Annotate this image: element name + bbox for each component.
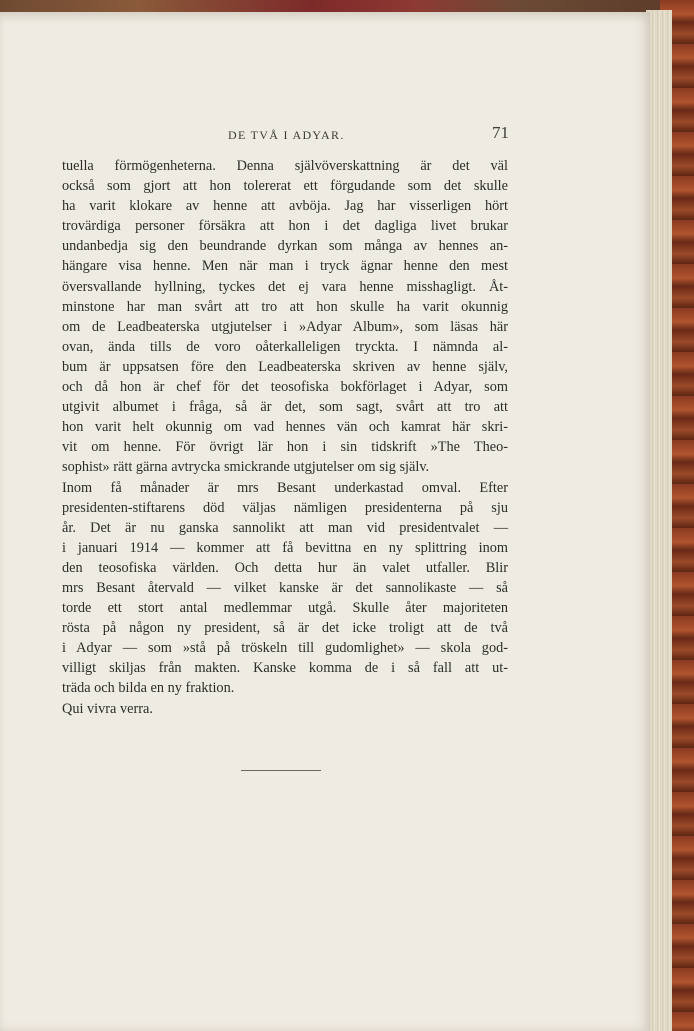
text-line: tuella förmögenheterna. Denna självöverskattning är det väl <box>62 158 508 174</box>
text-line: rösta på någon ny president, så är det icke troligt att de två <box>62 620 508 637</box>
text-line: mrs Besant återvald — vilket kanske är det sannolikaste — så <box>62 579 508 596</box>
text-line: hängare visa henne. Men när man i tryck ägnar henne den mest <box>62 258 508 275</box>
text-line: i Adyar — som »stå på tröskeln till gudomlighet» — skola god- <box>62 640 508 657</box>
text-line: villigt skiljas från makten. Kanske komma de i så fall att ut- <box>62 660 508 677</box>
text-line: vit om henne. För övrigt lär hon i sin tidskrift »The Theo- <box>62 439 508 456</box>
text-line: träda och bilda en ny fraktion. <box>62 680 235 697</box>
closing-line: Qui vivra verra. <box>62 700 153 717</box>
text-line: ovan, ända tills de voro oåterkalleligen tryckta. I nämnda al- <box>62 338 508 355</box>
text-line: ha varit klokare av henne att avböja. Jag har visserligen hört <box>62 198 508 215</box>
text-line: år. Det är nu ganska sannolikt att man vid presidentvalet — <box>62 519 508 536</box>
text-line: Inom få månader är mrs Besant underkastad omval. Efter <box>62 479 508 496</box>
text-line: minstone har man svårt att tro att hon skulle ha varit okunnig <box>62 298 508 315</box>
text-line: sophist» rätt gärna avtrycka smickrande utgjutelser om sig själv. <box>62 459 430 476</box>
text-line: torde ett stort antal medlemmar utgå. Skulle åter majoriteten <box>62 600 508 617</box>
text-line: utgivit albumet i fråga, så är det, som sagt, svårt att tro att <box>62 399 508 416</box>
text-line: trovärdiga personer försäkra att hon i det dagliga livet brukar <box>62 218 508 235</box>
text-line: i januari 1914 — kommer att få bevittna en ny splittring inom <box>62 539 508 556</box>
page-number: 71 <box>492 123 509 142</box>
text-line: undanbedja sig den beundrande dyrkan som många av hennes an- <box>62 238 508 255</box>
text-line: översvallande hyllning, tyckes det ej vara henne misshagligt. Åt- <box>62 278 508 295</box>
text-line: hon varit helt okunnig om vad hennes vän och kamrat här skri- <box>62 419 508 436</box>
page-header <box>0 116 650 146</box>
text-line: om de Leadbeaterska utgjutelser i »Adyar Album», som läsas här <box>62 318 508 335</box>
text-line: presidenten-stiftarens död väljas nämligen presidenterna på sju <box>62 499 508 516</box>
book-page <box>0 12 650 1031</box>
body-text <box>62 156 508 719</box>
text-line: den teosofiska världen. Och detta hur än valet utfaller. Blir <box>62 559 508 576</box>
end-of-chapter-rule <box>241 770 321 771</box>
text-line: och då hon är chef för det teosofiska bokförlaget i Adyar, som <box>62 379 508 396</box>
text-line: bum är uppsatsen före den Leadbeaterska skriven av henne själv, <box>62 358 508 375</box>
text-line: också som gjort att hon tolererat ett förgudande som det skulle <box>62 178 508 195</box>
running-head: DE TVÅ I ADYAR. <box>228 128 345 142</box>
